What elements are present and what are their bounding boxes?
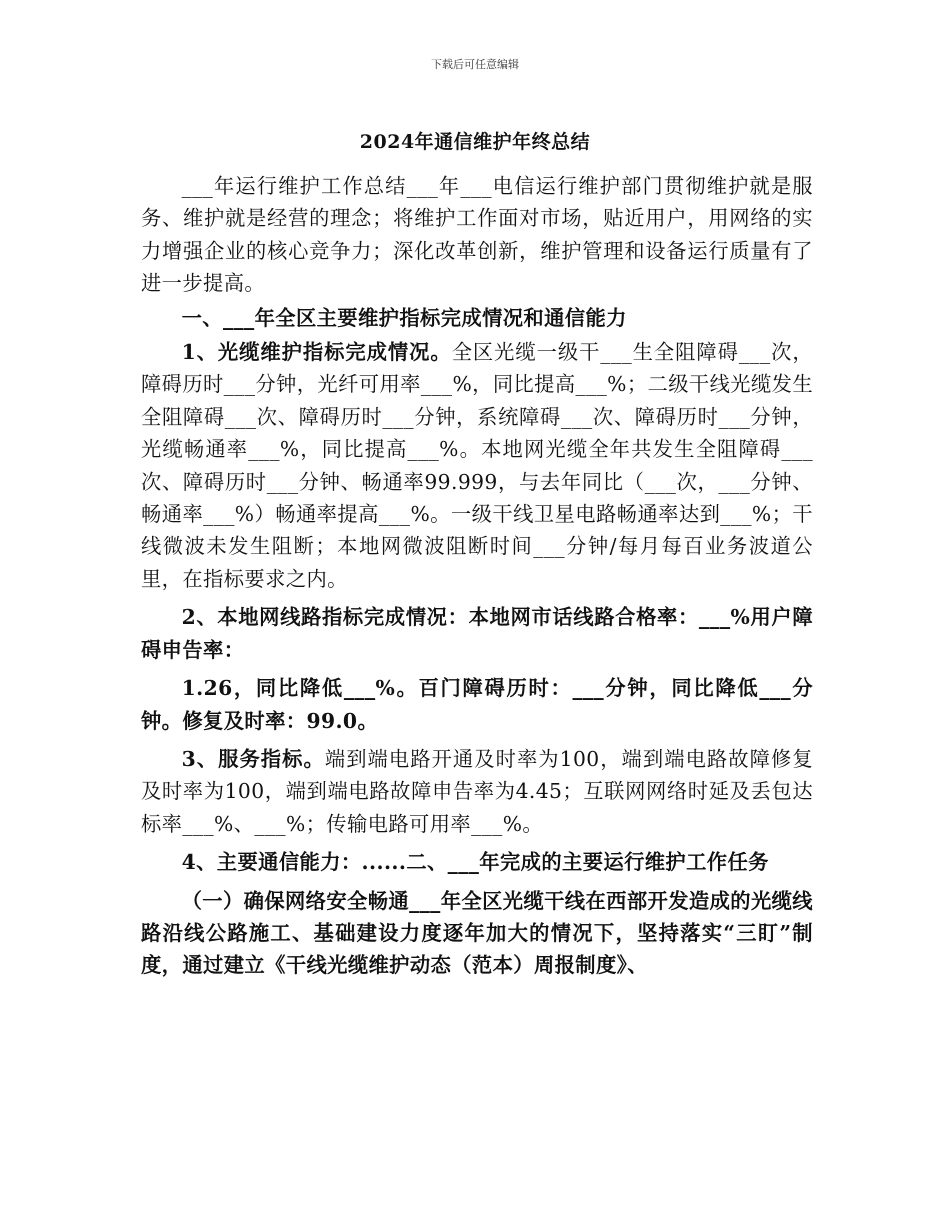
item-1-heading: 1、光缆维护指标完成情况。 [181,340,452,365]
item-3-text: 端到端电路开通及时率为100，端到端电路故障修复及时率为100，端到端电路故障申告率为4.45；互联网网络时延及丢包达标率___%、___%；传输电路可用率___%。 [141,746,813,836]
item-1-text: 全区光缆一级干___生全阻障碍___次，障碍历时___分钟，光纤可用率___%，同比提高___%；二级干线光缆发生全阻障碍___次、障碍历时___分钟，系统障碍___次、障碍历时___分钟，光缆畅通率___%，同比提高___%。本地网光缆全年共发生全阻障碍___次、障碍历时___分钟、畅通率99.999，与去年同比（___次，___分钟、畅通率___%）畅通率提高___%。一级干线卫星电路畅通率达到___%；干线微波未发生阻断；本地网微波阻断时间___分钟/每月每百业务波道公里，在指标要求之内。 [141,340,813,591]
document-title: 2024年通信维护年终总结 [359,131,591,153]
item-2-continuation: 1.26，同比降低___%。百门障碍历时：___分钟，同比降低___分钟。修复及时率：99.0。 [141,676,813,733]
subsection-1-paragraph: （一）确保网络安全畅通___年全区光缆干线在西部开发造成的光缆线路沿线公路施工、基础建设力度逐年加大的情况下，坚持落实“三盯”制度，通过建立《干线光缆维护动态（范本）周报制度》、 [141,888,813,978]
item-3-paragraph [141,743,813,840]
document-body [141,170,813,982]
item-3-heading: 3、服务指标。 [181,746,325,771]
item-4-paragraph: 4、主要通信能力：......二、___年完成的主要运行维护工作任务 [181,850,769,875]
page-header-note: 下载后可任意编辑 [431,58,519,71]
item-1-paragraph [141,336,813,595]
section-heading-1: 一、___年全区主要维护指标完成情况和通信能力 [181,305,627,330]
intro-paragraph: ___年运行维护工作总结___年___电信运行维护部门贯彻维护就是服务、维护就是经营的理念；将维护工作面对市场，贴近用户，用网络的实力增强企业的核心竞争力；深化改革创新，维护管理和设备运行质量有了进一步提高。 [141,174,813,296]
item-2-paragraph: 2、本地网线路指标完成情况：本地网市话线路合格率：___%用户障碍申告率： [141,605,813,662]
